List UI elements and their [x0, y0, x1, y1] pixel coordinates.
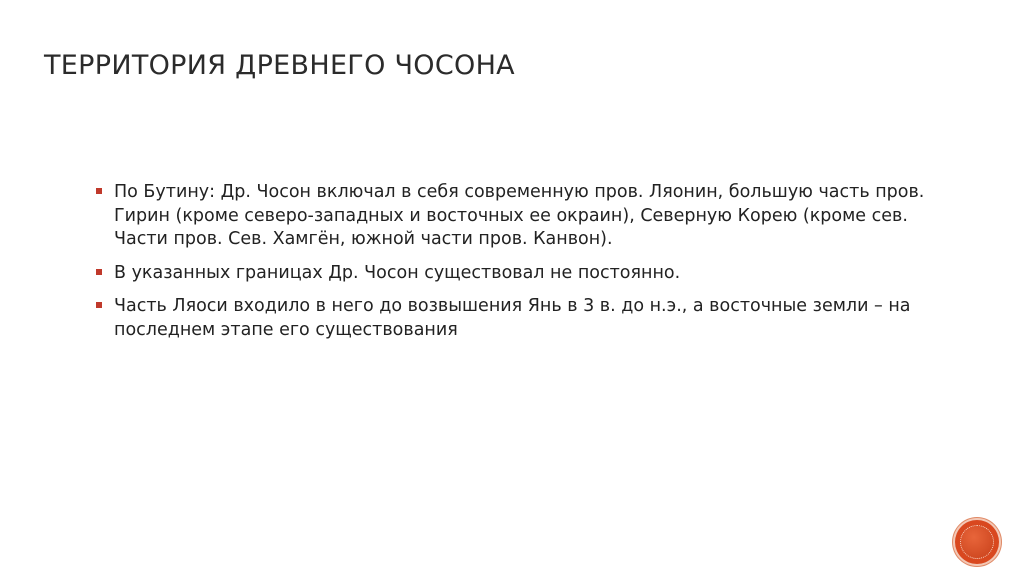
bullet-text: Часть Ляоси входило в него до возвышения Янь в 3 в. до н.э., а восточные земли – на последнем этапе его существования: [114, 296, 911, 340]
slide-title: ТЕРРИТОРИЯ ДРЕВНЕГО ЧОСОНА: [44, 50, 515, 81]
page-badge-inner: [960, 525, 994, 559]
bullet-list: [96, 181, 926, 352]
bullet-text: По Бутину: Др. Чосон включал в себя современную пров. Ляонин, большую часть пров. Гирин (кроме северо-западных и восточных ее окраин), Северную Корею (кроме сев. Части пров. Сев. Хамгён, южной части пров. Канвон).: [114, 182, 925, 249]
bullet-item: [96, 262, 926, 286]
bullet-item: [96, 295, 926, 342]
bullet-text: В указанных границах Др. Чосон существовал не постоянно.: [114, 262, 681, 283]
page-number-circle-icon: [955, 520, 999, 564]
square-bullet-icon: [96, 302, 102, 308]
bullet-item: [96, 181, 926, 252]
square-bullet-icon: [96, 188, 102, 194]
square-bullet-icon: [96, 269, 102, 275]
